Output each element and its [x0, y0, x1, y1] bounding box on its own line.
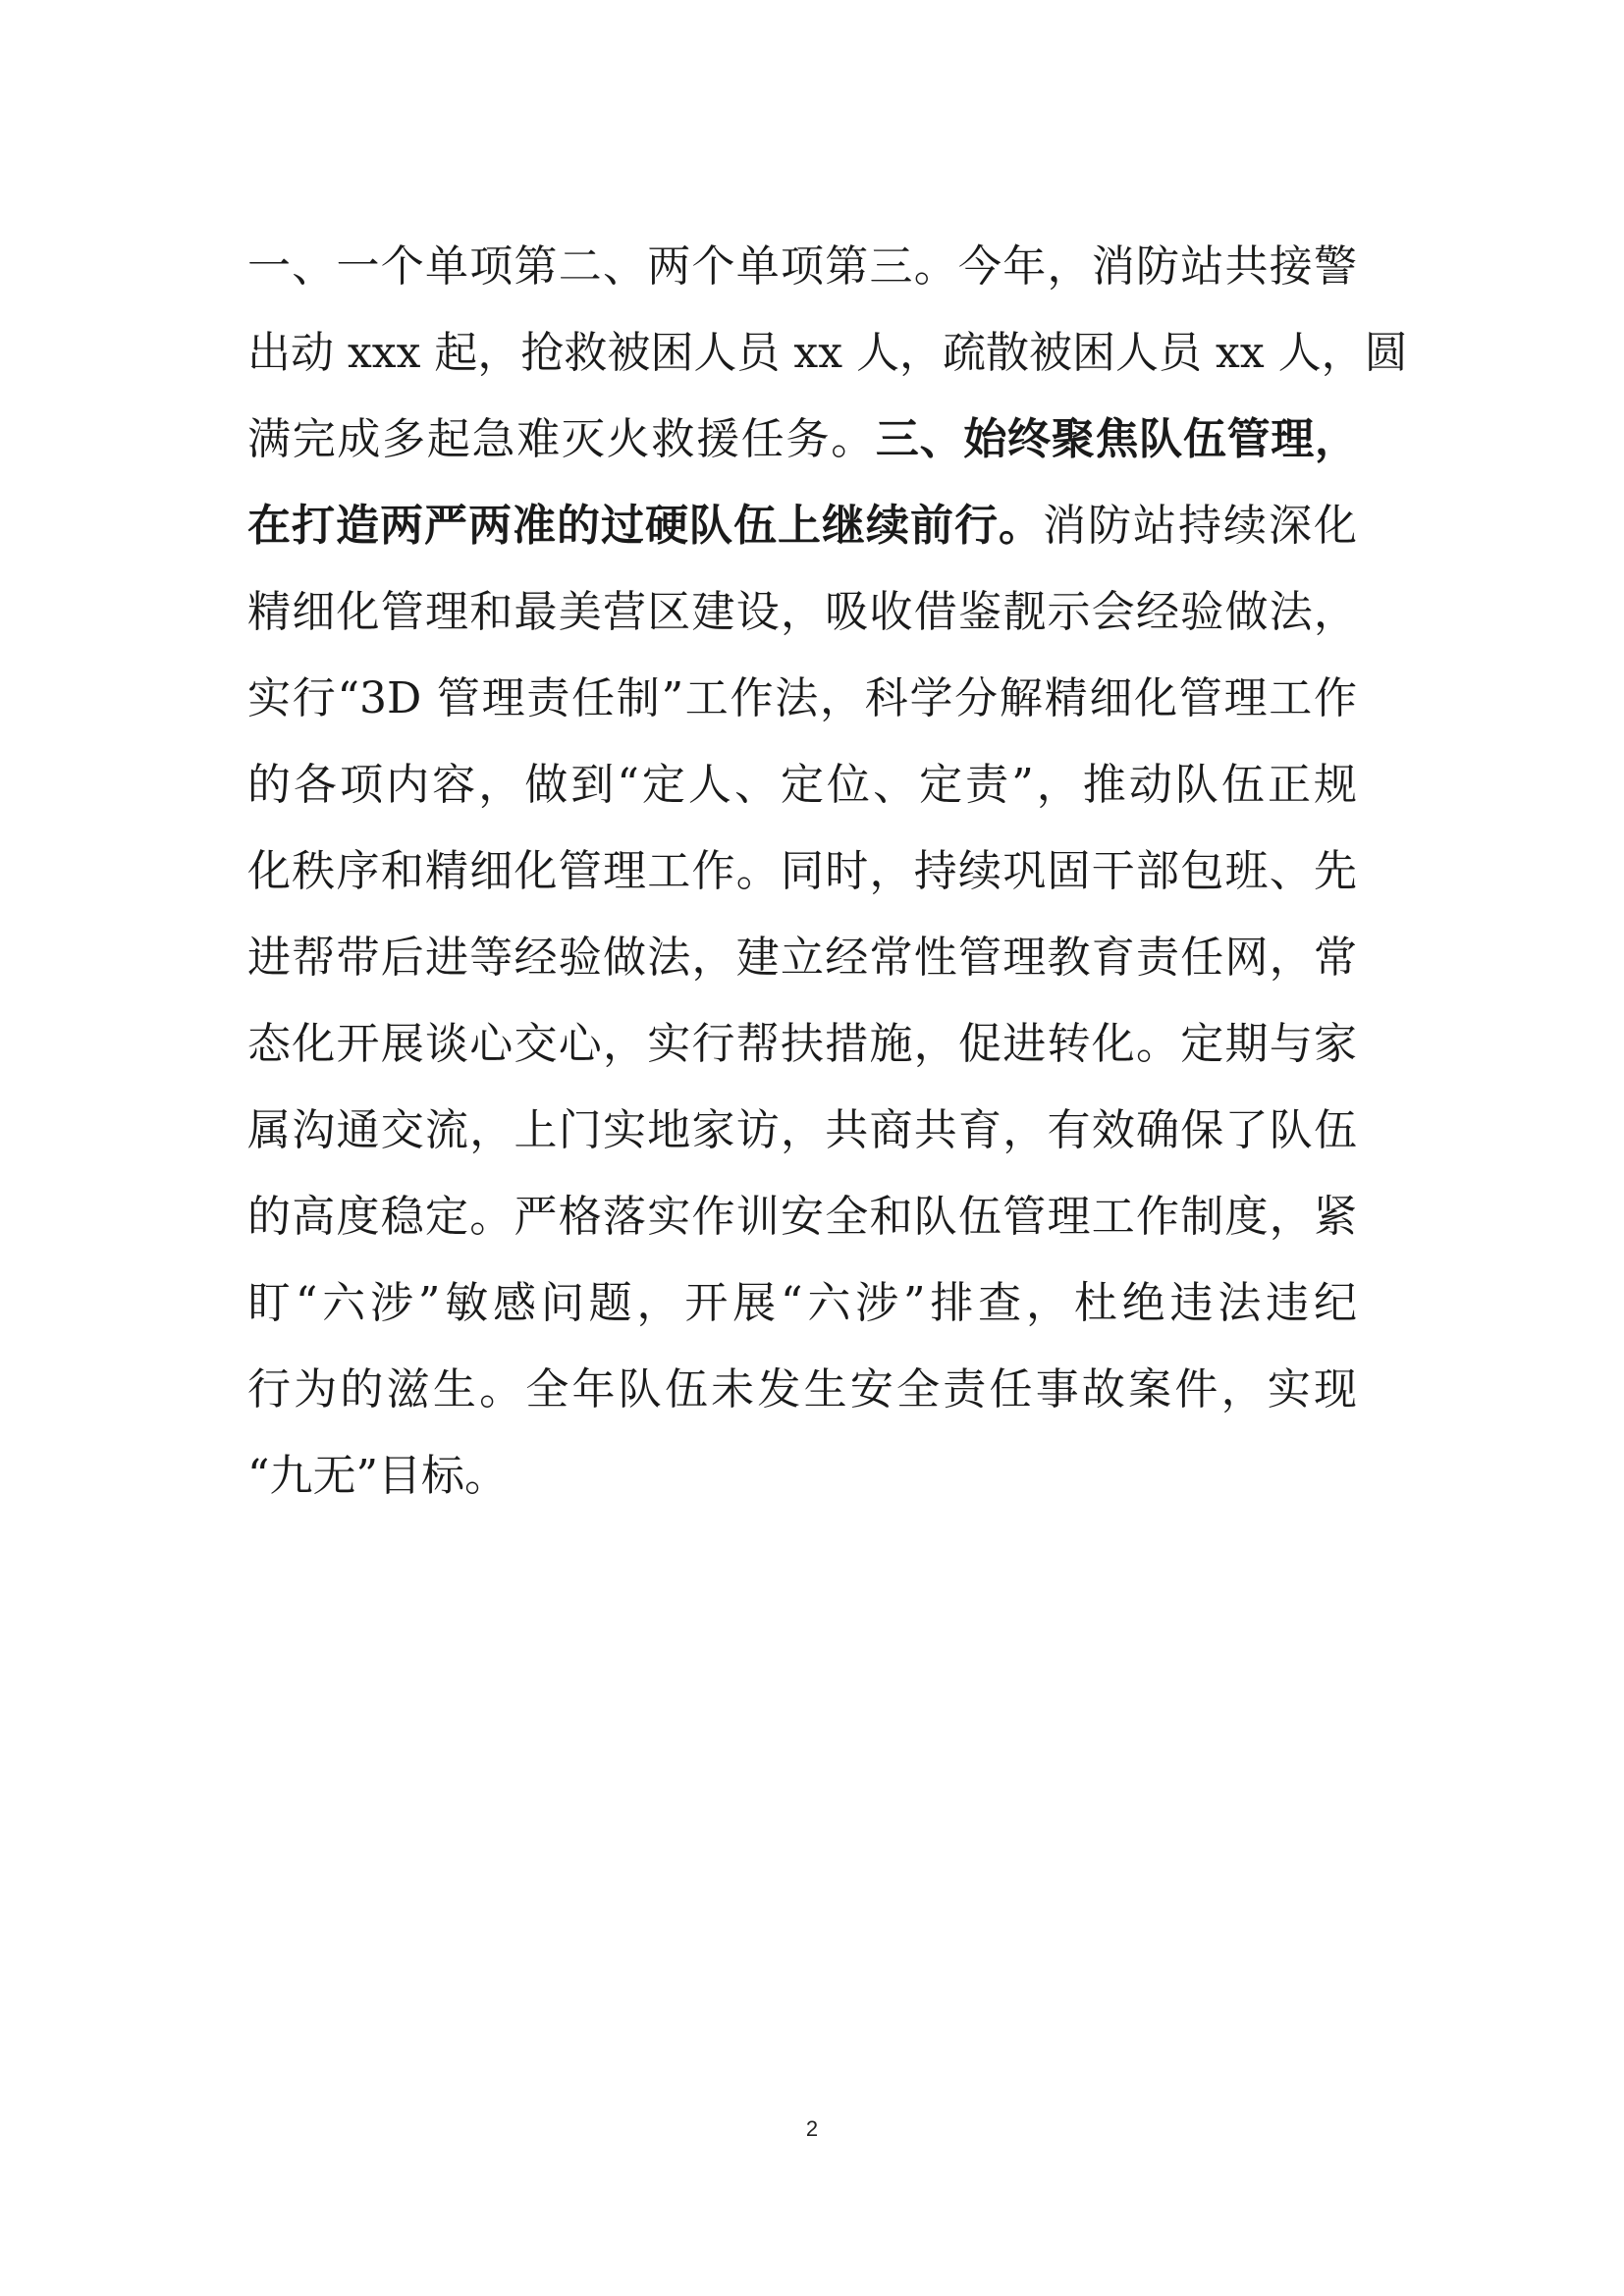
text-line: [247, 1174, 1357, 1260]
body-text-segment: 的高度稳定。严格落实作训安全和队伍管理工作制度，紧: [247, 1192, 1357, 1242]
bold-heading-text: 在打造两严两准的过硬队伍上继续前行。: [247, 501, 1043, 551]
text-line: [247, 1088, 1357, 1174]
body-text-segment: 一、一个单项第二、两个单项第三。今年，消防站共接警: [247, 241, 1357, 292]
text-line: [247, 915, 1357, 1001]
body-text-segment: 满完成多起急难灭火救援任务。: [247, 414, 876, 464]
body-text-segment: 消防站持续深化: [1043, 501, 1357, 551]
text-line: [247, 569, 1357, 656]
text-line: [247, 224, 1357, 310]
text-line: [247, 1001, 1357, 1088]
text-line: [247, 397, 1357, 483]
body-text-segment: 态化开展谈心交心，实行帮扶措施，促进转化。定期与家: [247, 1019, 1357, 1069]
text-line: [247, 1260, 1357, 1347]
body-text-segment: “九无”目标。: [247, 1451, 508, 1501]
text-line: [247, 1347, 1357, 1433]
text-line: [247, 310, 1408, 397]
text-line: [247, 656, 1357, 742]
body-paragraph: [247, 224, 1408, 1520]
page-number: 2: [805, 2116, 819, 2141]
body-text-segment: 属沟通交流，上门实地家访，共商共育，有效确保了队伍: [247, 1105, 1357, 1155]
body-text-segment: 进帮带后进等经验做法，建立经常性管理教育责任网，常: [247, 933, 1357, 983]
text-line: [247, 742, 1357, 828]
body-text-segment: 的各项内容，做到“定人、定位、定责”，推动队伍正规: [247, 760, 1357, 810]
body-text-segment: 化秩序和精细化管理工作。同时，持续巩固干部包班、先: [247, 846, 1357, 896]
body-text-segment: 精细化管理和最美营区建设，吸收借鉴靓示会经验做法，: [247, 587, 1357, 637]
text-line: [247, 1433, 1357, 1520]
body-text-segment: 出动 xxx 起，抢救被困人员 xx 人，疏散被困人员 xx 人，圆: [247, 328, 1408, 378]
text-line: [247, 483, 1357, 569]
body-text-segment: 行为的滋生。全年队伍未发生安全责任事故案件，实现: [247, 1364, 1357, 1415]
text-line: [247, 828, 1357, 915]
body-text-segment: 盯“六涉”敏感问题，开展“六涉”排查，杜绝违法违纪: [247, 1278, 1357, 1328]
body-text-segment: 实行“3D 管理责任制”工作法，科学分解精细化管理工作: [247, 673, 1357, 723]
bold-heading-text: 三、始终聚焦队伍管理，: [875, 414, 1358, 464]
